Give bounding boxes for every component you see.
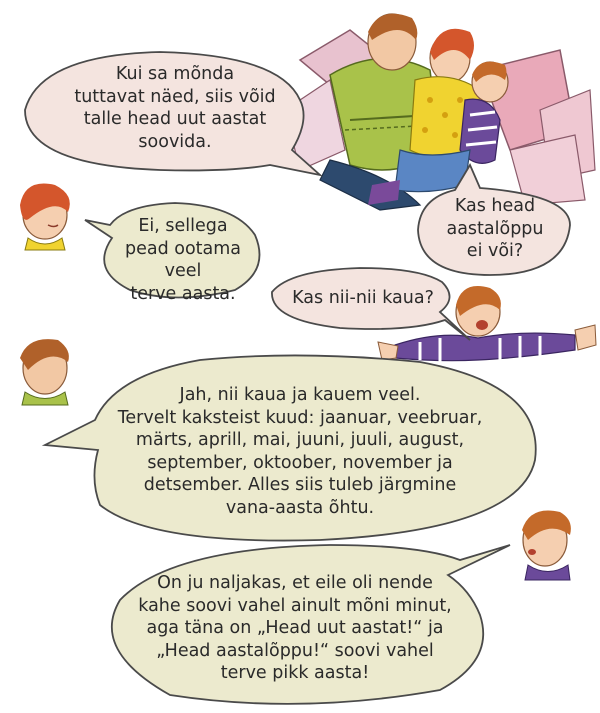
bubble-1-text: Kui sa mõnda tuttavat näed, siis võid talle head uut aastat soovida. [74,64,276,152]
bubble-4-text: Kas nii-nii kaua? [292,288,434,308]
bubble-5-text: Jah, nii kaua ja kauem veel. Tervelt kaksteist kuud: jaanuar, veebruar, märts, aprill, mai, juuni, juuli, august, september, oktoober, november ja detsember. Alles siis tuleb järgmine vana-aasta õhtu. [117,385,483,518]
mother-head-illustration [20,184,70,250]
family-illustration [285,14,595,210]
boy-head-illustration [522,510,571,580]
father-head-illustration [20,339,69,405]
bubble-6-text: On ju naljakas, et eile oli nende kahe soovi vahel ainult mõni minut, aga täna on „Head uut aastat!“ ja „Head aastalõppu!“ soovi vahel terve pikk aasta! [138,573,452,683]
bubble-2-text: Kas head aastalõppu ei või? [446,196,544,261]
bubble-3-text: Ei, sellega pead ootama veel terve aasta. [124,216,242,304]
